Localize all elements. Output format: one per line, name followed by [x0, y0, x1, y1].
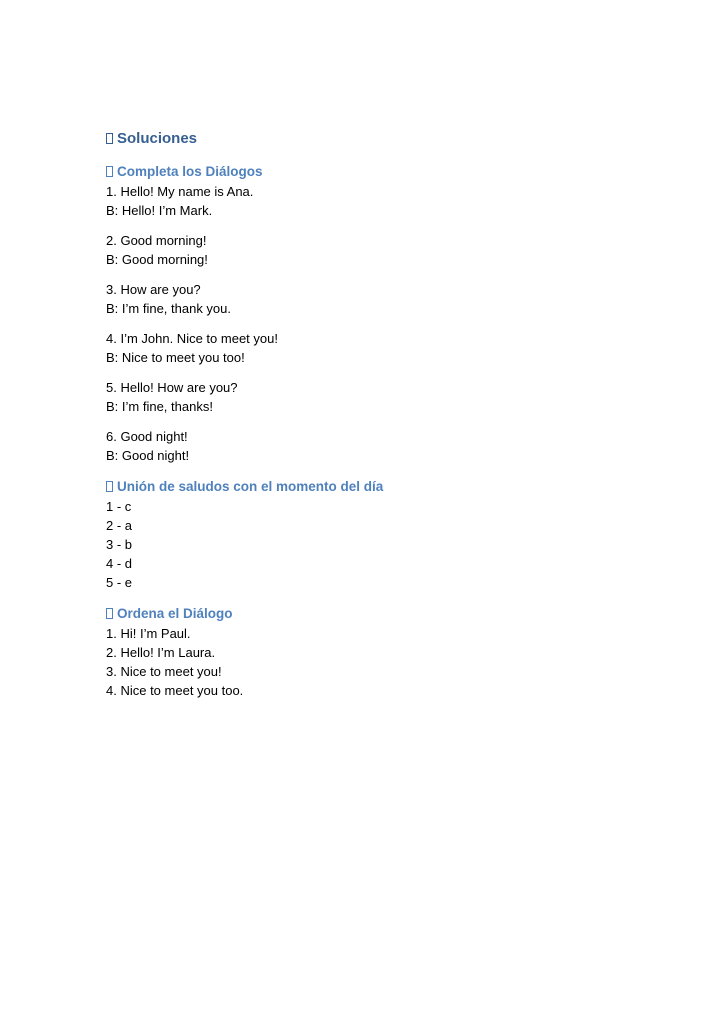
- section-ordena-dialogo: [106, 605, 626, 700]
- ordered-line: 1. Hi! I’m Paul.: [106, 626, 191, 641]
- answer-line: 4 - d: [106, 556, 133, 571]
- section-heading: [106, 605, 626, 623]
- dialogue-line-b: B: I’m fine, thank you.: [106, 301, 232, 316]
- ordered-line: 2. Hello! I’m Laura.: [106, 645, 216, 660]
- dialogue-line-b: B: Nice to meet you too!: [106, 350, 245, 365]
- section-completa-dialogos: [106, 163, 626, 465]
- dialogue-line-a: 2. Good morning!: [106, 233, 207, 248]
- document-content: [106, 129, 626, 700]
- dialogue-3: [106, 280, 626, 318]
- answer-line: 1 - c: [106, 499, 132, 514]
- answer-line: 5 - e: [106, 575, 133, 590]
- dialogue-line-a: 1. Hello! My name is Ana.: [106, 184, 254, 199]
- dialogue-4: [106, 329, 626, 367]
- dialogue-line-b: B: Good morning!: [106, 252, 208, 267]
- dialogue-line-a: 3. How are you?: [106, 282, 201, 297]
- ordered-line: 3. Nice to meet you!: [106, 664, 222, 679]
- dialogue-line-b: B: Good night!: [106, 448, 190, 463]
- missing-glyph-icon: [106, 608, 113, 619]
- page-title-text: Soluciones: [117, 130, 198, 147]
- section-union-saludos: [106, 478, 626, 592]
- section-heading: [106, 478, 626, 496]
- dialogue-line-a: 5. Hello! How are you?: [106, 380, 238, 395]
- dialogue-1: [106, 182, 626, 220]
- ordered-line: 4. Nice to meet you too.: [106, 683, 244, 698]
- section-heading-text: Unión de saludos con el momento del día: [117, 479, 384, 494]
- section-heading-text: Completa los Diálogos: [117, 164, 263, 179]
- dialogue-6: [106, 427, 626, 465]
- section-heading: [106, 163, 626, 181]
- dialogue-line-a: 6. Good night!: [106, 429, 188, 444]
- answer-line: 3 - b: [106, 537, 133, 552]
- dialogue-2: [106, 231, 626, 269]
- dialogue-line-b: B: Hello! I’m Mark.: [106, 203, 213, 218]
- dialogue-5: [106, 378, 626, 416]
- page-title: [106, 129, 626, 149]
- answer-line: 2 - a: [106, 518, 133, 533]
- section-heading-text: Ordena el Diálogo: [117, 606, 233, 621]
- missing-glyph-icon: [106, 481, 113, 492]
- missing-glyph-icon: [106, 133, 113, 144]
- dialogue-line-b: B: I’m fine, thanks!: [106, 399, 213, 414]
- missing-glyph-icon: [106, 166, 113, 177]
- dialogue-line-a: 4. I’m John. Nice to meet you!: [106, 331, 278, 346]
